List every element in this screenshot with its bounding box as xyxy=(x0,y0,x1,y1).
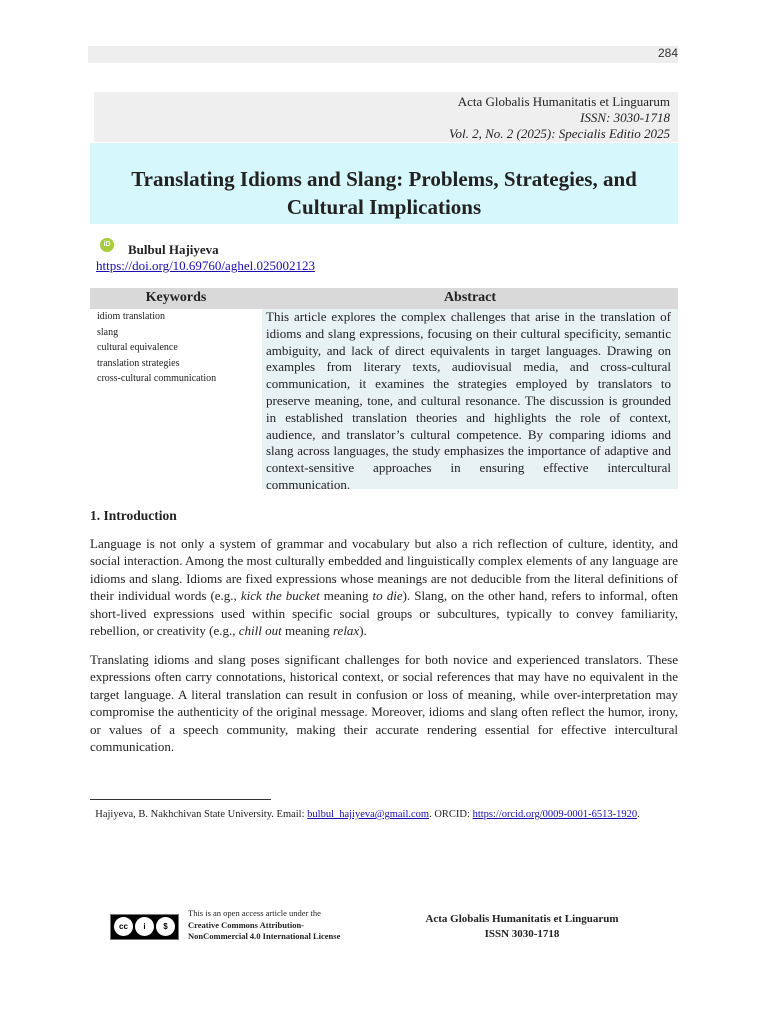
article-title xyxy=(90,165,678,221)
license-line-2: Creative Commons Attribution- xyxy=(188,919,304,930)
cc-license-badge[interactable] xyxy=(110,914,179,940)
license-line-1: This is an open access article under the xyxy=(188,908,321,918)
keywords-heading: Keywords xyxy=(90,288,262,309)
keyword-item: slang xyxy=(97,326,119,338)
page-number-bar xyxy=(88,46,678,63)
para1-text-b: meaning xyxy=(319,588,373,604)
title-line-2: Cultural Implications xyxy=(286,195,482,219)
footer-journal xyxy=(406,912,638,942)
title-box xyxy=(90,143,678,224)
abstract-text: This article explores the complex challenges that arise in the translation of idioms and slang expressions, focusing on their cultural specificity, semantic ambiguity, and lack of direct equivalents in target languages. Drawing on examples from literary texts, audiovisual media, and cross-cultural communication, it examines the strategies employed by translators to preserve meaning, tone, and cultural resonance. The discussion is grounded in established translation theories and highlights the role of context, audience, and translator’s cultural competence. By comparing idioms and slang across languages, the study emphasizes the importance of adaptive and context-sensitive approaches in ensuring effective intercultural communication. xyxy=(266,309,671,492)
para1-italic-4: relax xyxy=(332,623,360,639)
keyword-item: cultural equivalence xyxy=(97,342,178,353)
intro-paragraph-1 xyxy=(90,535,678,639)
journal-name: Acta Globalis Humanitatis et Linguarum xyxy=(457,94,670,109)
para1-text-a: Language is not only a system of grammar and vocabulary but also a rich reflection of culture, identity, and social interaction. Among the most culturally embedded and linguistically complex elements of any language are idioms and slang. Idioms are fixed expressions whose meanings are not deducible from the literal definitions of their individual words (e.g., xyxy=(90,536,678,604)
abstract-heading: Abstract xyxy=(262,288,678,309)
footer-journal-name: Acta Globalis Humanitatis et Linguarum xyxy=(425,913,619,925)
footer-issn: ISSN 3030-1718 xyxy=(484,928,560,940)
journal-header xyxy=(94,92,678,142)
para1-italic-1: kick the bucket xyxy=(240,588,320,604)
author-name: Bulbul Hajiyeva xyxy=(128,242,219,257)
attribution-icon: i xyxy=(135,917,154,936)
footnote-suffix: . xyxy=(637,809,640,820)
license-text xyxy=(188,908,340,943)
noncommercial-icon: $ xyxy=(156,917,175,936)
orcid-icon[interactable]: iD xyxy=(100,238,114,252)
keywords-list xyxy=(90,309,262,387)
footnote-middle: . ORCID: xyxy=(429,809,473,820)
para1-italic-2: to die xyxy=(372,588,403,604)
para1-text-e: ). xyxy=(359,623,367,639)
doi-link[interactable]: https://doi.org/10.69760/aghel.025002123 xyxy=(96,258,315,273)
footnote-prefix: Hajiyeva, B. Nakhchivan State University. Email: xyxy=(95,809,308,820)
page-number: 284 xyxy=(657,46,678,60)
para1-text-c: ). Slang, on the other hand, refers to informal, often short-lived expressions used within specific social groups or subcultures, typically to convey familiarity, rebellion, or creativity (e.g., xyxy=(90,588,678,639)
footnote-rule xyxy=(90,799,271,800)
keyword-item: cross-cultural communication xyxy=(97,373,217,384)
para1-italic-3: chill out xyxy=(238,623,282,639)
cc-icon: cc xyxy=(114,917,133,936)
abstract-cell xyxy=(262,309,678,492)
para1-text-d: meaning xyxy=(281,623,333,639)
keyword-item: idiom translation xyxy=(97,311,166,322)
intro-paragraph-2: Translating idioms and slang poses significant challenges for both novice and experienced translators. These expressions often carry connotations, historical context, or social references that may have no equivalent in the target language. A literal translation can result in confusion or loss of meaning, while over-interpretation may compromise the authenticity of the original message. Moreover, idioms and slang often reflect the humor, irony, or values of a speech community, making their accurate rendering essential for effective intercultural communication. xyxy=(90,652,678,755)
keyword-item: translation strategies xyxy=(97,357,180,369)
license-line-3: NonCommercial 4.0 International License xyxy=(188,931,341,941)
title-line-1: Translating Idioms and Slang: Problems, Strategies, and xyxy=(131,167,637,191)
orcid-link[interactable]: https://orcid.org/0009-0001-6513-1920 xyxy=(472,809,638,820)
journal-issn: ISSN: 3030-1718 xyxy=(580,110,670,125)
email-link[interactable]: bulbul_hajiyeva@gmail.com xyxy=(307,809,430,820)
footnote xyxy=(90,807,678,822)
journal-volume: Vol. 2, No. 2 (2025): Specialis Editio 2025 xyxy=(449,126,670,141)
section-heading: 1. Introduction xyxy=(90,508,177,523)
